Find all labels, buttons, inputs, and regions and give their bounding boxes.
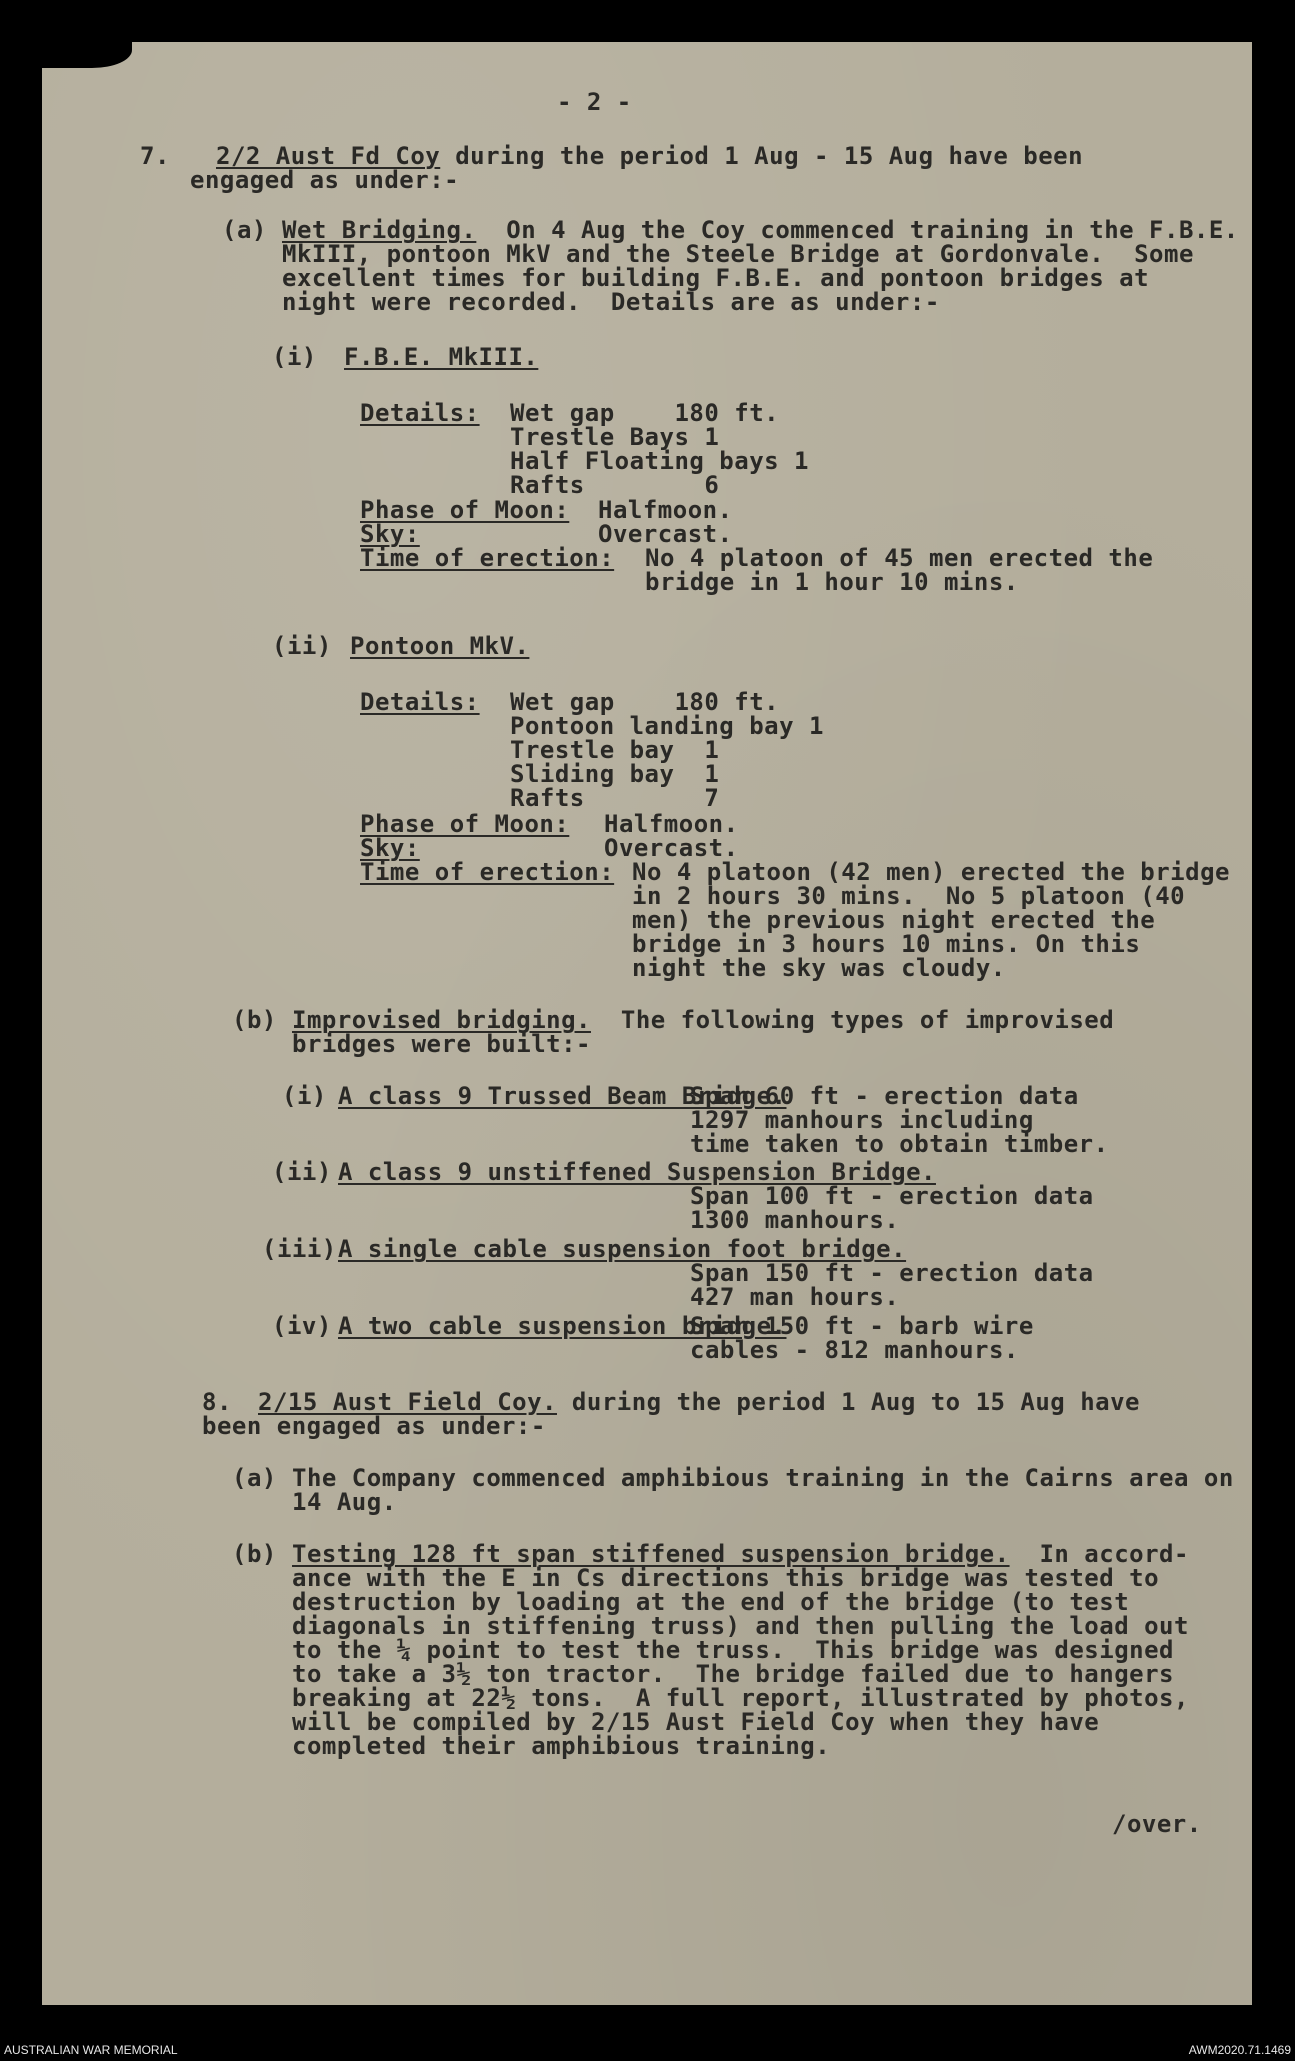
improvised-item-label: (iv) [272, 1312, 332, 1340]
para7b-line1-rest: The following types of improvised [590, 1006, 1115, 1034]
fbe-moon-label: Phase of Moon: [360, 496, 570, 524]
fbe-label: (i) [272, 343, 317, 371]
para8b-label: (b) [232, 1540, 277, 1568]
improvised-item-data: Span 150 ft - erection data [690, 1259, 1094, 1287]
improvised-item-label: (iii) [262, 1235, 337, 1263]
fbe-sky-value: Overcast. [598, 520, 733, 548]
pontoon-time-line: night the sky was cloudy. [632, 954, 1006, 982]
improvised-item-data: Span 100 ft - erection data [690, 1182, 1094, 1210]
para7a-title: Wet Bridging. [282, 216, 477, 244]
para7-line1 [216, 144, 1083, 168]
pontoon-detail-line: Pontoon landing bay 1 [510, 712, 824, 740]
pontoon-sky-label: Sky: [360, 834, 420, 862]
para8-line1-rest: during the period 1 Aug to 15 Aug have [556, 1388, 1141, 1416]
para8-line2: been engaged as under:- [202, 1412, 546, 1440]
para8b-line1-rest: In accord- [1009, 1540, 1189, 1568]
pontoon-sky-value: Overcast. [604, 834, 739, 862]
fbe-moon-value: Halfmoon. [598, 496, 733, 524]
improvised-item-title: A class 9 Trussed Beam Bridge. [338, 1082, 787, 1110]
para8b-line: diagonals in stiffening truss) and then pulling the load out [292, 1612, 1189, 1640]
fbe-detail-line: Rafts 6 [510, 471, 720, 499]
pontoon-title: Pontoon MkV. [350, 632, 530, 660]
torn-corner [42, 42, 132, 68]
para8b-line: to take a 3½ ton tractor. The bridge failed due to hangers [292, 1660, 1175, 1688]
para7a-label: (a) [222, 216, 267, 244]
para7b-line1 [292, 1008, 1114, 1032]
para7-unit: 2/2 Aust Fd Coy [216, 142, 441, 170]
pontoon-time-line: No 4 platoon (42 men) erected the bridge [632, 858, 1230, 886]
improvised-item-data: Span 150 ft - barb wire [690, 1312, 1034, 1340]
para8b-line: breaking at 22½ tons. A full report, illustrated by photos, [292, 1684, 1189, 1712]
pontoon-detail-line: Wet gap 180 ft. [510, 688, 780, 716]
para7-number: 7. [140, 142, 170, 170]
para8b-line: will be compiled by 2/15 Aust Field Coy when they have [292, 1708, 1100, 1736]
improvised-item-data: cables - 812 manhours. [690, 1336, 1019, 1364]
improvised-item-data: 1297 manhours including [690, 1106, 1034, 1134]
footer-accession-number: AWM2020.71.1469 [1188, 2043, 1291, 2057]
para8-number: 8. [202, 1388, 232, 1416]
pontoon-time-line: bridge in 3 hours 10 mins. On this [632, 930, 1141, 958]
pontoon-detail-line: Rafts 7 [510, 784, 720, 812]
improvised-item-title: A single cable suspension foot bridge. [338, 1235, 907, 1263]
para7-line1-rest: during the period 1 Aug - 15 Aug have been [440, 142, 1084, 170]
para7a-line1-rest: On 4 Aug the Coy commenced training in the F.B.E. [476, 216, 1239, 244]
para8a-line: The Company commenced amphibious training in the Cairns area on [292, 1464, 1234, 1492]
fbe-time-line: bridge in 1 hour 10 mins. [645, 568, 1019, 596]
fbe-details-label: Details: [360, 399, 480, 427]
fbe-time-label: Time of erection: [360, 544, 615, 572]
document-page [42, 42, 1252, 2005]
para8a-line: 14 Aug. [292, 1488, 397, 1516]
pontoon-time-line: in 2 hours 30 mins. No 5 platoon (40 [632, 882, 1186, 910]
para8b-line: destruction by loading at the end of the bridge (to test [292, 1588, 1130, 1616]
para7a-line2: MkIII, pontoon MkV and the Steele Bridge at Gordonvale. Some [282, 240, 1194, 268]
improvised-item-label: (i) [282, 1082, 327, 1110]
improvised-item-title: A two cable suspension bridge. [338, 1312, 787, 1340]
improvised-item-data: time taken to obtain timber. [690, 1130, 1109, 1158]
pontoon-time-label: Time of erection: [360, 858, 615, 886]
para8b-line1 [292, 1542, 1189, 1566]
pontoon-moon-value: Halfmoon. [604, 810, 739, 838]
fbe-detail-line: Wet gap 180 ft. [510, 399, 780, 427]
para8-line1 [258, 1390, 1140, 1414]
improvised-item-data: 1300 manhours. [690, 1206, 900, 1234]
para7a-line4: night were recorded. Details are as under:- [282, 288, 940, 316]
improvised-item-label: (ii) [272, 1158, 332, 1186]
footer-archive-name: AUSTRALIAN WAR MEMORIAL [4, 2043, 178, 2057]
para8b-line: completed their amphibious training. [292, 1732, 831, 1760]
para7a-line1 [282, 218, 1239, 242]
para8b-line: to the ¼ point to test the truss. This bridge was designed [292, 1636, 1175, 1664]
para8b-line: ance with the E in Cs directions this bridge was tested to [292, 1564, 1160, 1592]
improvised-item-data: Span 60 ft - erection data [690, 1082, 1079, 1110]
para8a-label: (a) [232, 1464, 277, 1492]
para8-unit: 2/15 Aust Field Coy. [258, 1388, 557, 1416]
over-note: /over. [1112, 1810, 1202, 1838]
pontoon-time-line: men) the previous night erected the [632, 906, 1156, 934]
pontoon-details-label: Details: [360, 688, 480, 716]
para7b-line2: bridges were built:- [292, 1030, 591, 1058]
fbe-detail-line: Trestle Bays 1 [510, 423, 720, 451]
para8b-title: Testing 128 ft span stiffened suspension bridge. [292, 1540, 1010, 1568]
pontoon-moon-label: Phase of Moon: [360, 810, 570, 838]
page-number: - 2 - [557, 88, 632, 116]
improvised-item-data: 427 man hours. [690, 1283, 900, 1311]
para7a-line3: excellent times for building F.B.E. and pontoon bridges at [282, 264, 1150, 292]
pontoon-detail-line: Sliding bay 1 [510, 760, 720, 788]
para7-line2: engaged as under:- [190, 166, 460, 194]
pontoon-label: (ii) [272, 632, 332, 660]
fbe-detail-line: Half Floating bays 1 [510, 447, 809, 475]
para7b-title: Improvised bridging. [292, 1006, 591, 1034]
improvised-item-title: A class 9 unstiffened Suspension Bridge. [338, 1158, 936, 1186]
fbe-sky-label: Sky: [360, 520, 420, 548]
para7b-label: (b) [232, 1006, 277, 1034]
pontoon-detail-line: Trestle bay 1 [510, 736, 720, 764]
fbe-time-line: No 4 platoon of 45 men erected the [645, 544, 1154, 572]
fbe-title: F.B.E. MkIII. [344, 343, 539, 371]
